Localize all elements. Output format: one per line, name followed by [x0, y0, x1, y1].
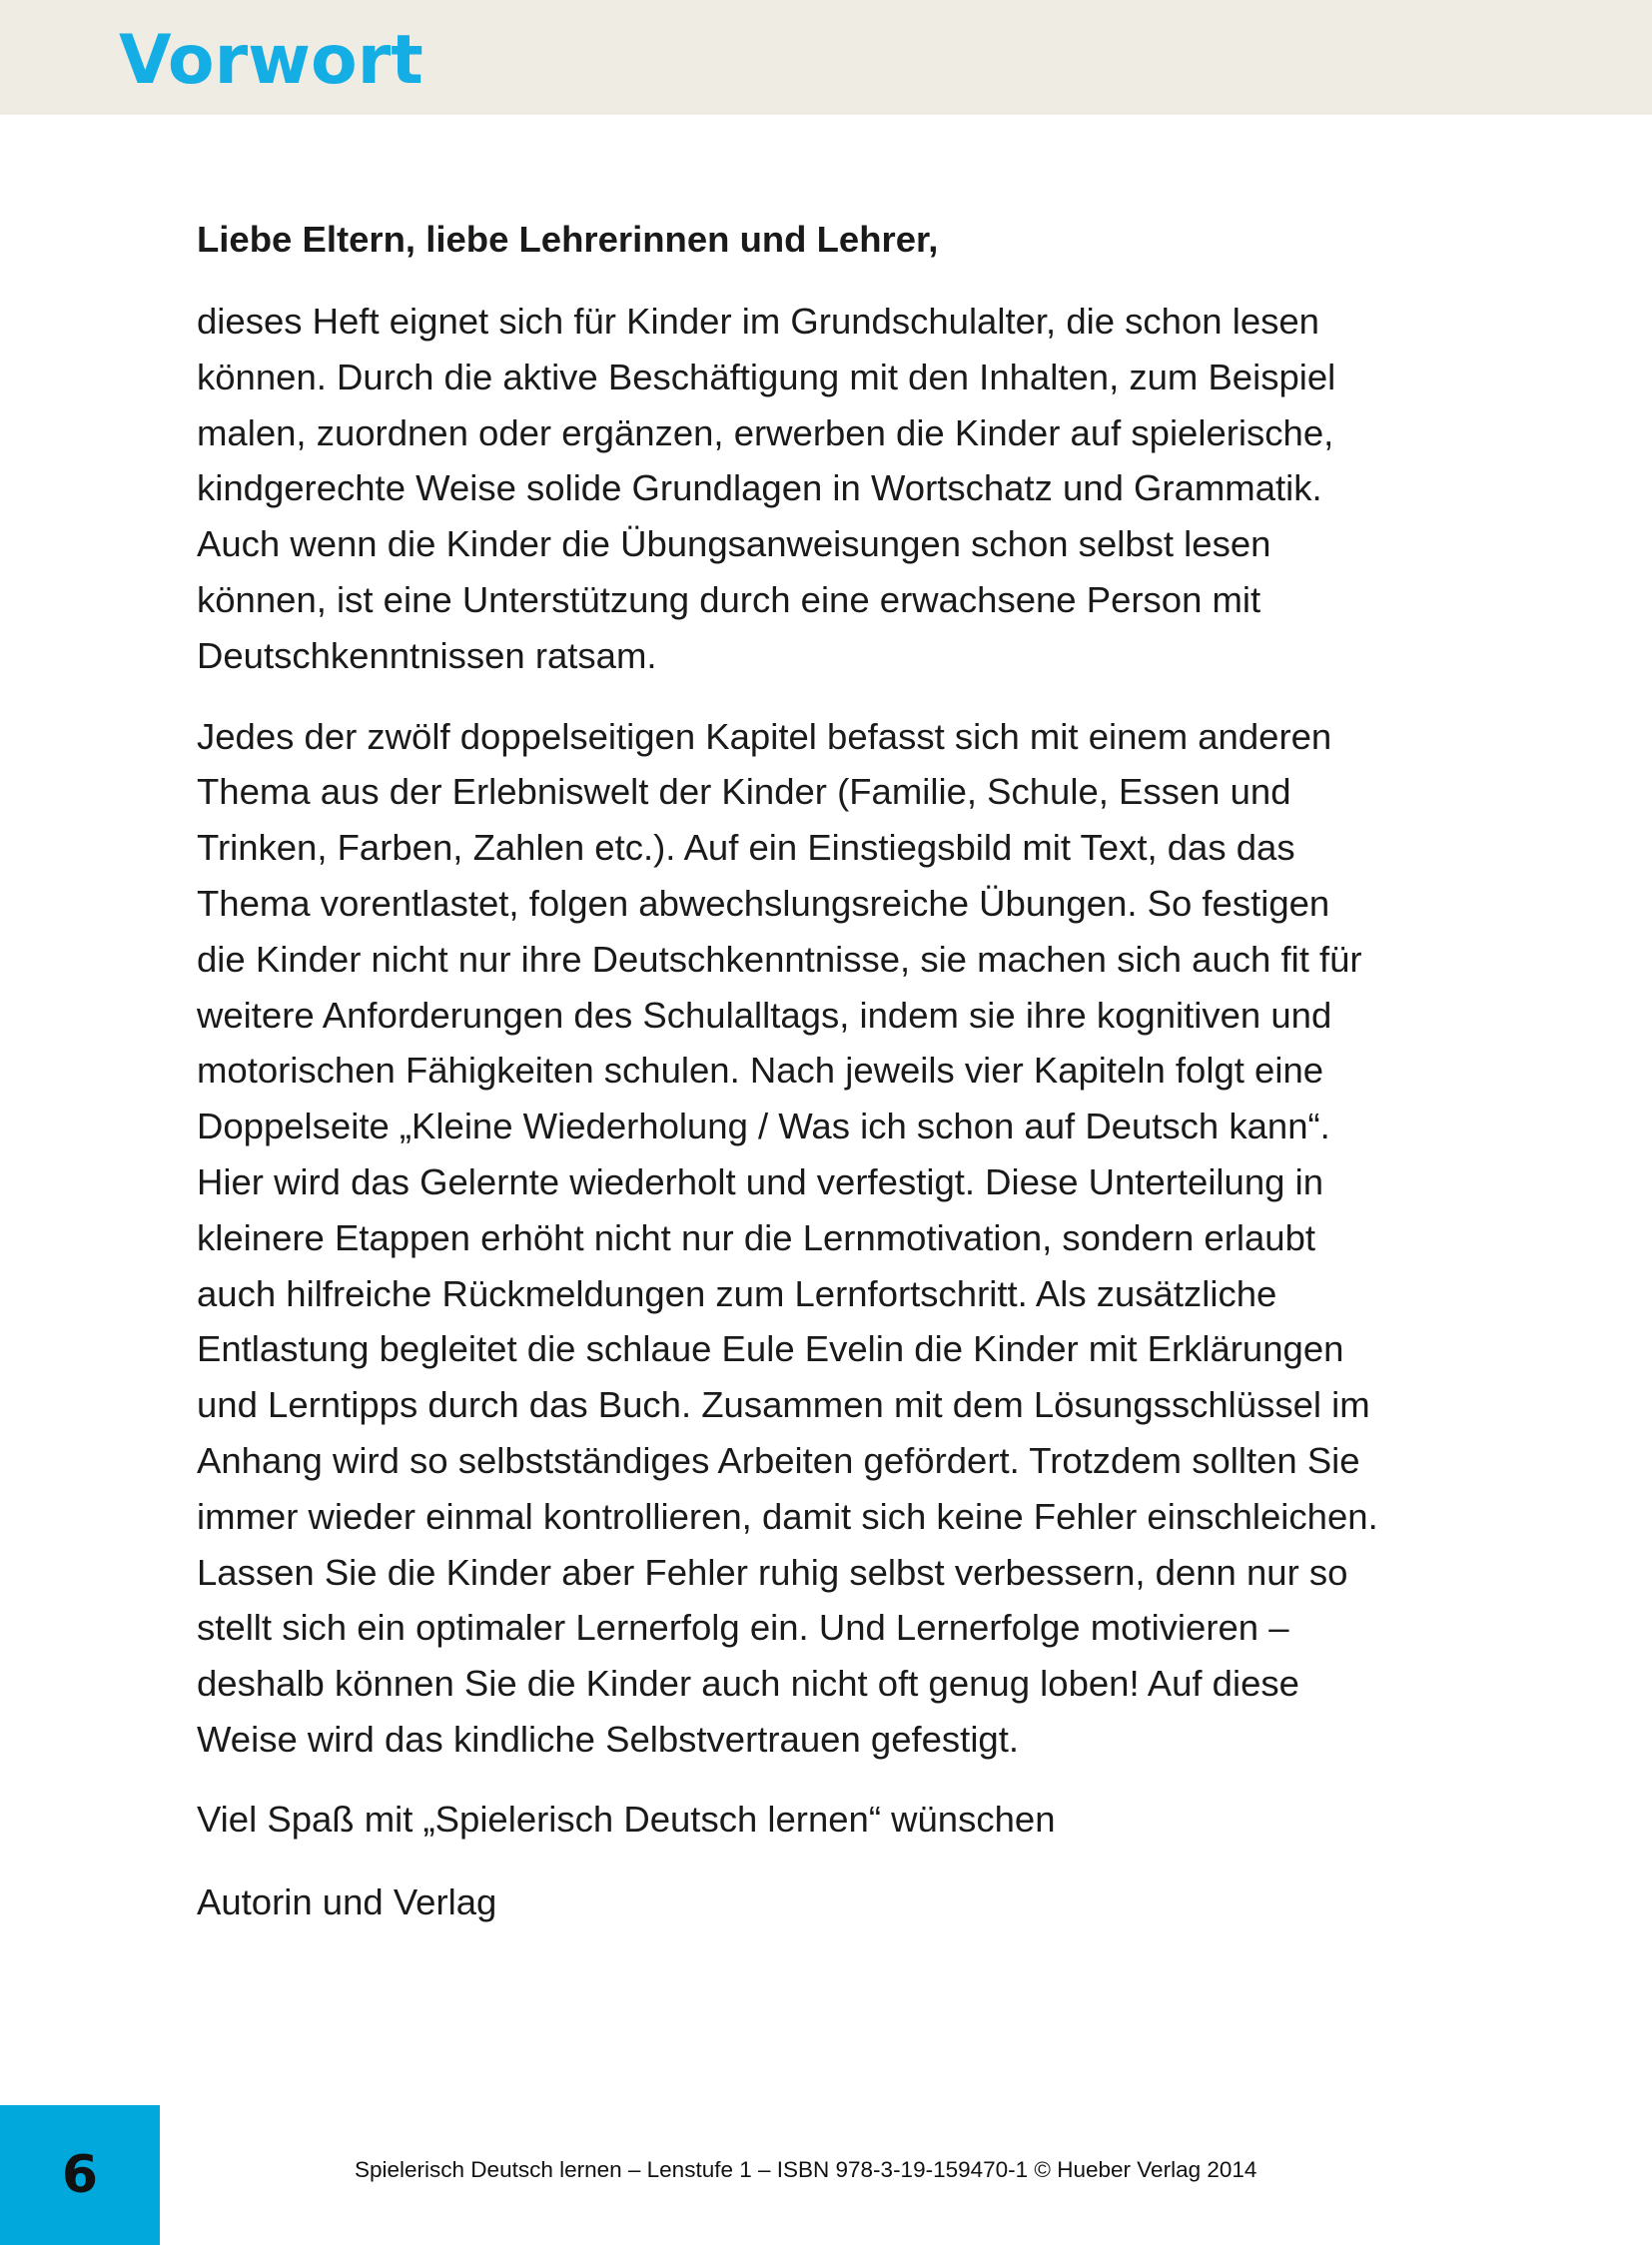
text-line: immer wieder einmal kontrollieren, damit sich keine Fehler einschleichen. [197, 1495, 1378, 1537]
text-line: Entlastung begleitet die schlaue Eule Evelin die Kinder mit Erklärungen [197, 1328, 1344, 1370]
page-number: 6 [61, 2145, 99, 2205]
text-line: Jedes der zwölf doppelseitigen Kapitel befasst sich mit einem anderen [197, 715, 1332, 757]
text-line: weitere Anforderungen des Schulalltags, indem sie ihre kognitiven und [197, 994, 1332, 1036]
text-line: stellt sich ein optimaler Lernerfolg ein. Und Lernerfolge motivieren – [197, 1607, 1289, 1649]
footer-citation: Spielerisch Deutsch lernen – Lenstufe 1 – ISBN 978-3-19-159470-1 © Hueber Verlag 2014 [355, 2157, 1257, 2182]
text-line: die Kinder nicht nur ihre Deutschkenntnisse, sie machen sich auch fit für [197, 938, 1362, 980]
page-title: Vorwort [119, 21, 423, 100]
text-line: Hier wird das Gelernte wiederholt und verfestigt. Diese Unterteilung in [197, 1160, 1323, 1202]
text-line: Auch wenn die Kinder die Übungsanweisungen schon selbst lesen [197, 523, 1271, 565]
text-line: kindgerechte Weise solide Grundlagen in Wortschatz und Grammatik. [197, 467, 1322, 509]
text-line: motorischen Fähigkeiten schulen. Nach jeweils vier Kapiteln folgt eine [197, 1050, 1324, 1092]
letter-body [197, 212, 1525, 1930]
text-line: Thema aus der Erlebniswelt der Kinder (Familie, Schule, Essen und [197, 771, 1291, 813]
salutation: Liebe Eltern, liebe Lehrerinnen und Lehrer, [197, 219, 939, 260]
text-line: Trinken, Farben, Zahlen etc.). Auf ein Einstiegsbild mit Text, das das [197, 827, 1295, 869]
text-line: Anhang wird so selbstständiges Arbeiten gefördert. Trotzdem sollten Sie [197, 1439, 1360, 1481]
text-line: malen, zuordnen oder ergänzen, erwerben die Kinder auf spielerische, [197, 411, 1334, 453]
text-line: können, ist eine Unterstützung durch eine erwachsene Person mit [197, 578, 1261, 620]
text-line: auch hilfreiche Rückmeldungen zum Lernfortschritt. Als zusätzliche [197, 1272, 1277, 1314]
text-line: Lassen Sie die Kinder aber Fehler ruhig selbst verbessern, denn nur so [197, 1551, 1348, 1593]
text-line: können. Durch die aktive Beschäftigung mit den Inhalten, zum Beispiel [197, 356, 1336, 397]
text-line: Deutschkenntnissen ratsam. [197, 634, 657, 676]
closing-line: Viel Spaß mit „Spielerisch Deutsch lernen“ wünschen [197, 1798, 1056, 1840]
text-line: dieses Heft eignet sich für Kinder im Grundschulalter, die schon lesen [197, 301, 1319, 342]
text-line: Weise wird das kindliche Selbstvertrauen gefestigt. [197, 1718, 1020, 1760]
text-line: kleinere Etappen erhöht nicht nur die Lernmotivation, sondern erlaubt [197, 1216, 1316, 1258]
signature: Autorin und Verlag [197, 1880, 497, 1922]
text-line: Thema vorentlastet, folgen abwechslungsreiche Übungen. So festigen [197, 882, 1330, 924]
text-line: und Lerntipps durch das Buch. Zusammen mit dem Lösungsschlüssel im [197, 1384, 1370, 1426]
page-number-box [0, 2105, 160, 2245]
text-line: deshalb können Sie die Kinder auch nicht oft genug loben! Auf diese [197, 1663, 1299, 1705]
text-line: Doppelseite „Kleine Wiederholung / Was ich schon auf Deutsch kann“. [197, 1106, 1330, 1147]
paragraph-chapters [197, 709, 1525, 1768]
paragraph-intro [197, 294, 1525, 684]
